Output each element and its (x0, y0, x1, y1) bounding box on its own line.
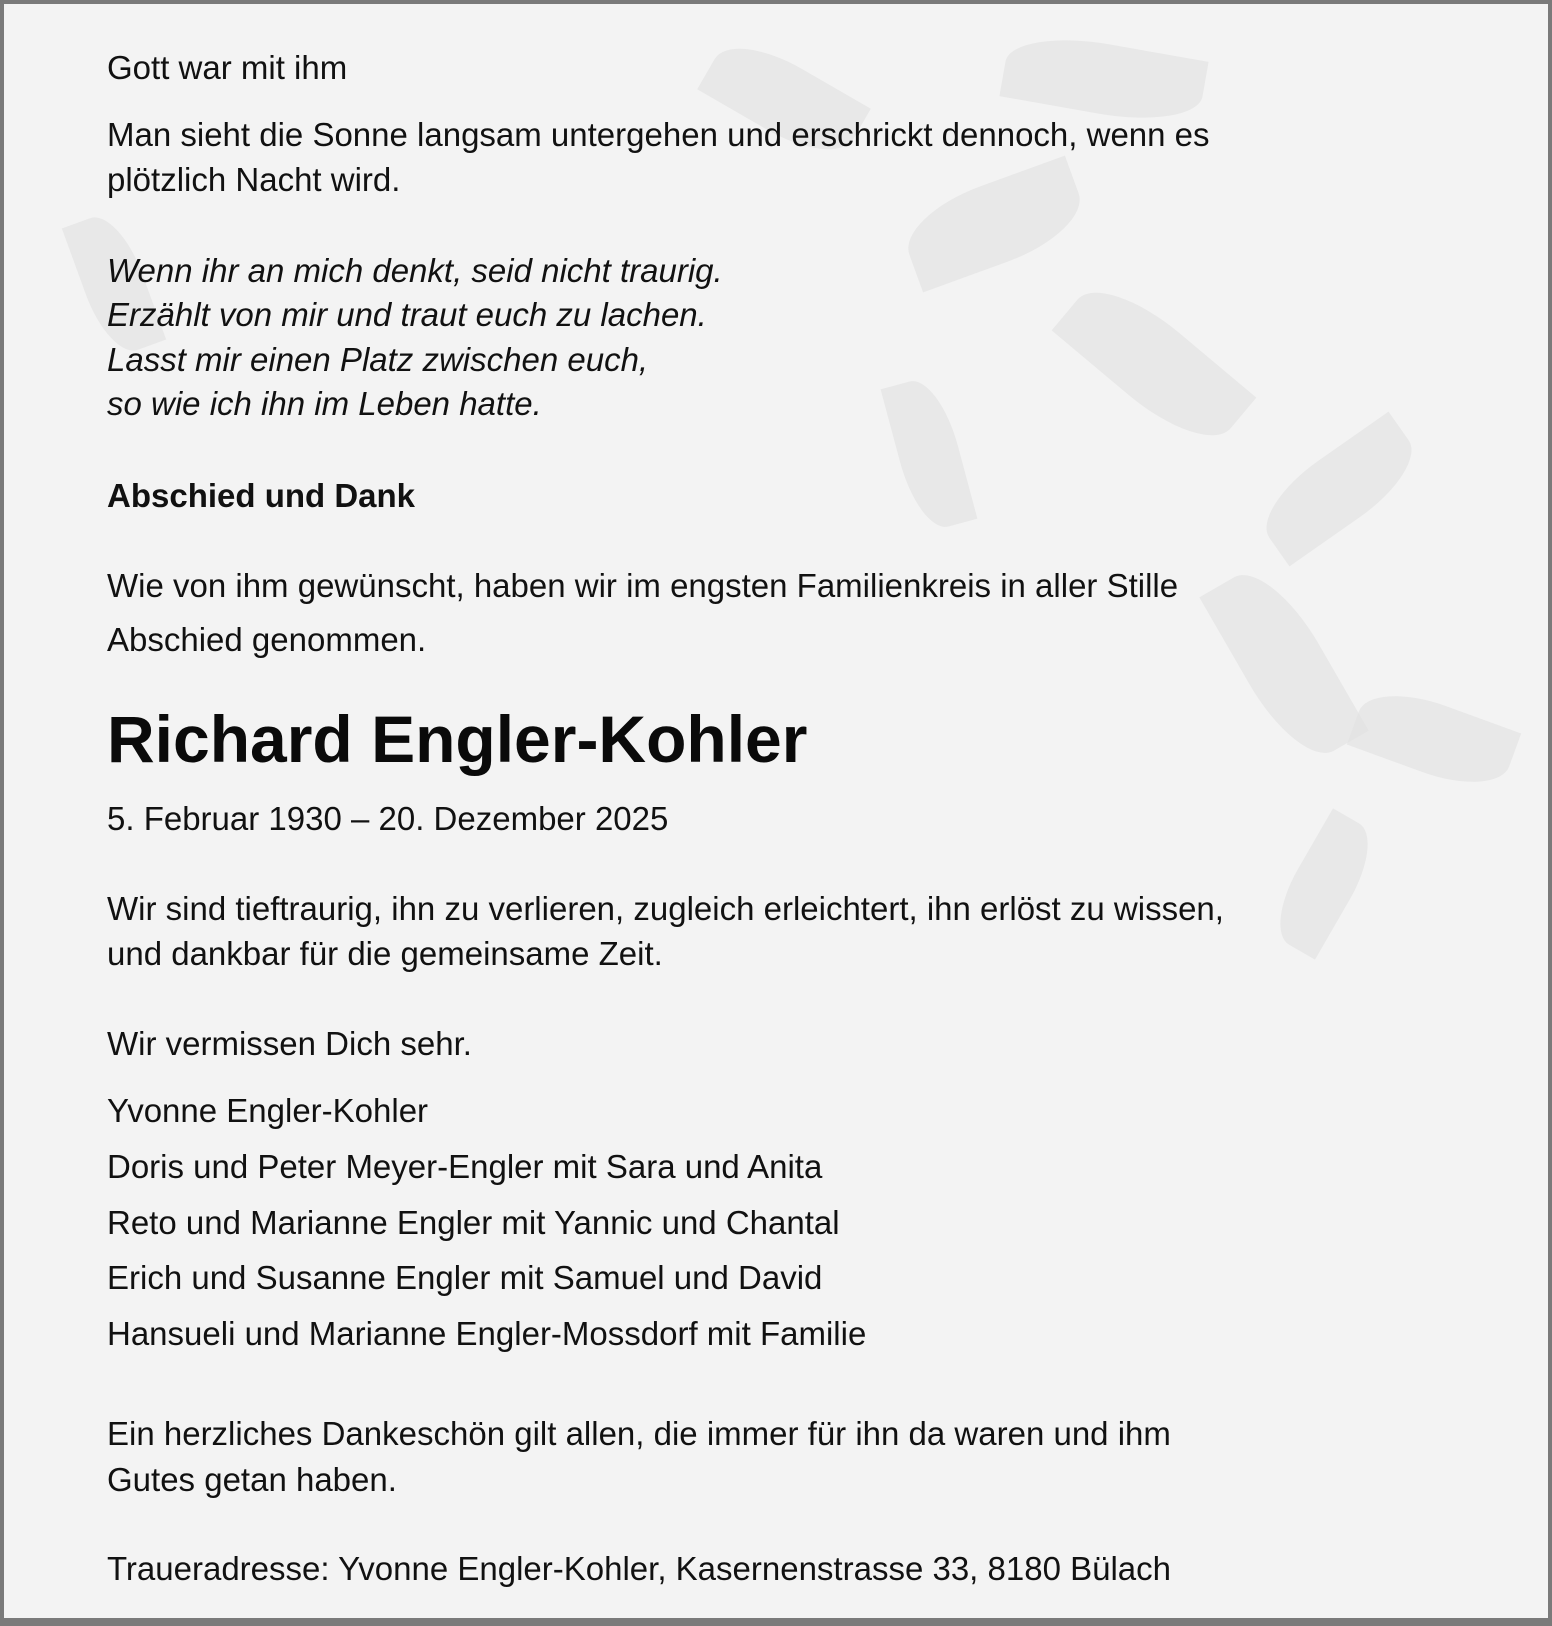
deceased-name: Richard Engler-Kohler (107, 702, 808, 776)
mourner: Reto und Marianne Engler mit Yannic und Chantal (107, 1204, 840, 1241)
life-dates: 5. Februar 1930 – 20. Dezember 2025 (107, 800, 669, 837)
message-line: und dankbar für die gemeinsame Zeit. (107, 935, 663, 972)
motto: Gott war mit ihm (107, 49, 348, 86)
intro-line: Man sieht die Sonne langsam untergehen und erschrickt dennoch, wenn es (107, 116, 1210, 153)
mourner: Doris und Peter Meyer-Engler mit Sara und Anita (107, 1148, 823, 1185)
mourner: Erich und Susanne Engler mit Samuel und David (107, 1259, 823, 1296)
mourner: Hansueli und Marianne Engler-Mossdorf mit Familie (107, 1315, 867, 1352)
thanks-line: Gutes getan haben. (107, 1461, 397, 1498)
obituary-card (4, 4, 1548, 1618)
miss-line: Wir vermissen Dich sehr. (107, 1025, 472, 1062)
mourner: Yvonne Engler-Kohler (107, 1092, 429, 1129)
poem-line: so wie ich ihn im Leben hatte. (107, 385, 542, 422)
farewell-line: Wie von ihm gewünscht, haben wir im engsten Familienkreis in aller Stille (107, 567, 1179, 604)
poem-line: Lasst mir einen Platz zwischen euch, (107, 341, 649, 378)
poem-line: Erzählt von mir und traut euch zu lachen. (107, 296, 707, 333)
thanks-line: Ein herzliches Dankeschön gilt allen, die immer für ihn da waren und ihm (107, 1415, 1171, 1452)
farewell-line: Abschied genommen. (107, 621, 427, 658)
section-heading: Abschied und Dank (107, 477, 416, 514)
intro-line: plötzlich Nacht wird. (107, 161, 401, 198)
mourning-address: Traueradresse: Yvonne Engler-Kohler, Kasernenstrasse 33, 8180 Bülach (107, 1550, 1171, 1587)
poem-line: Wenn ihr an mich denkt, seid nicht traurig. (107, 252, 723, 289)
message-line: Wir sind tieftraurig, ihn zu verlieren, zugleich erleichtert, ihn erlöst zu wissen, (107, 890, 1224, 927)
